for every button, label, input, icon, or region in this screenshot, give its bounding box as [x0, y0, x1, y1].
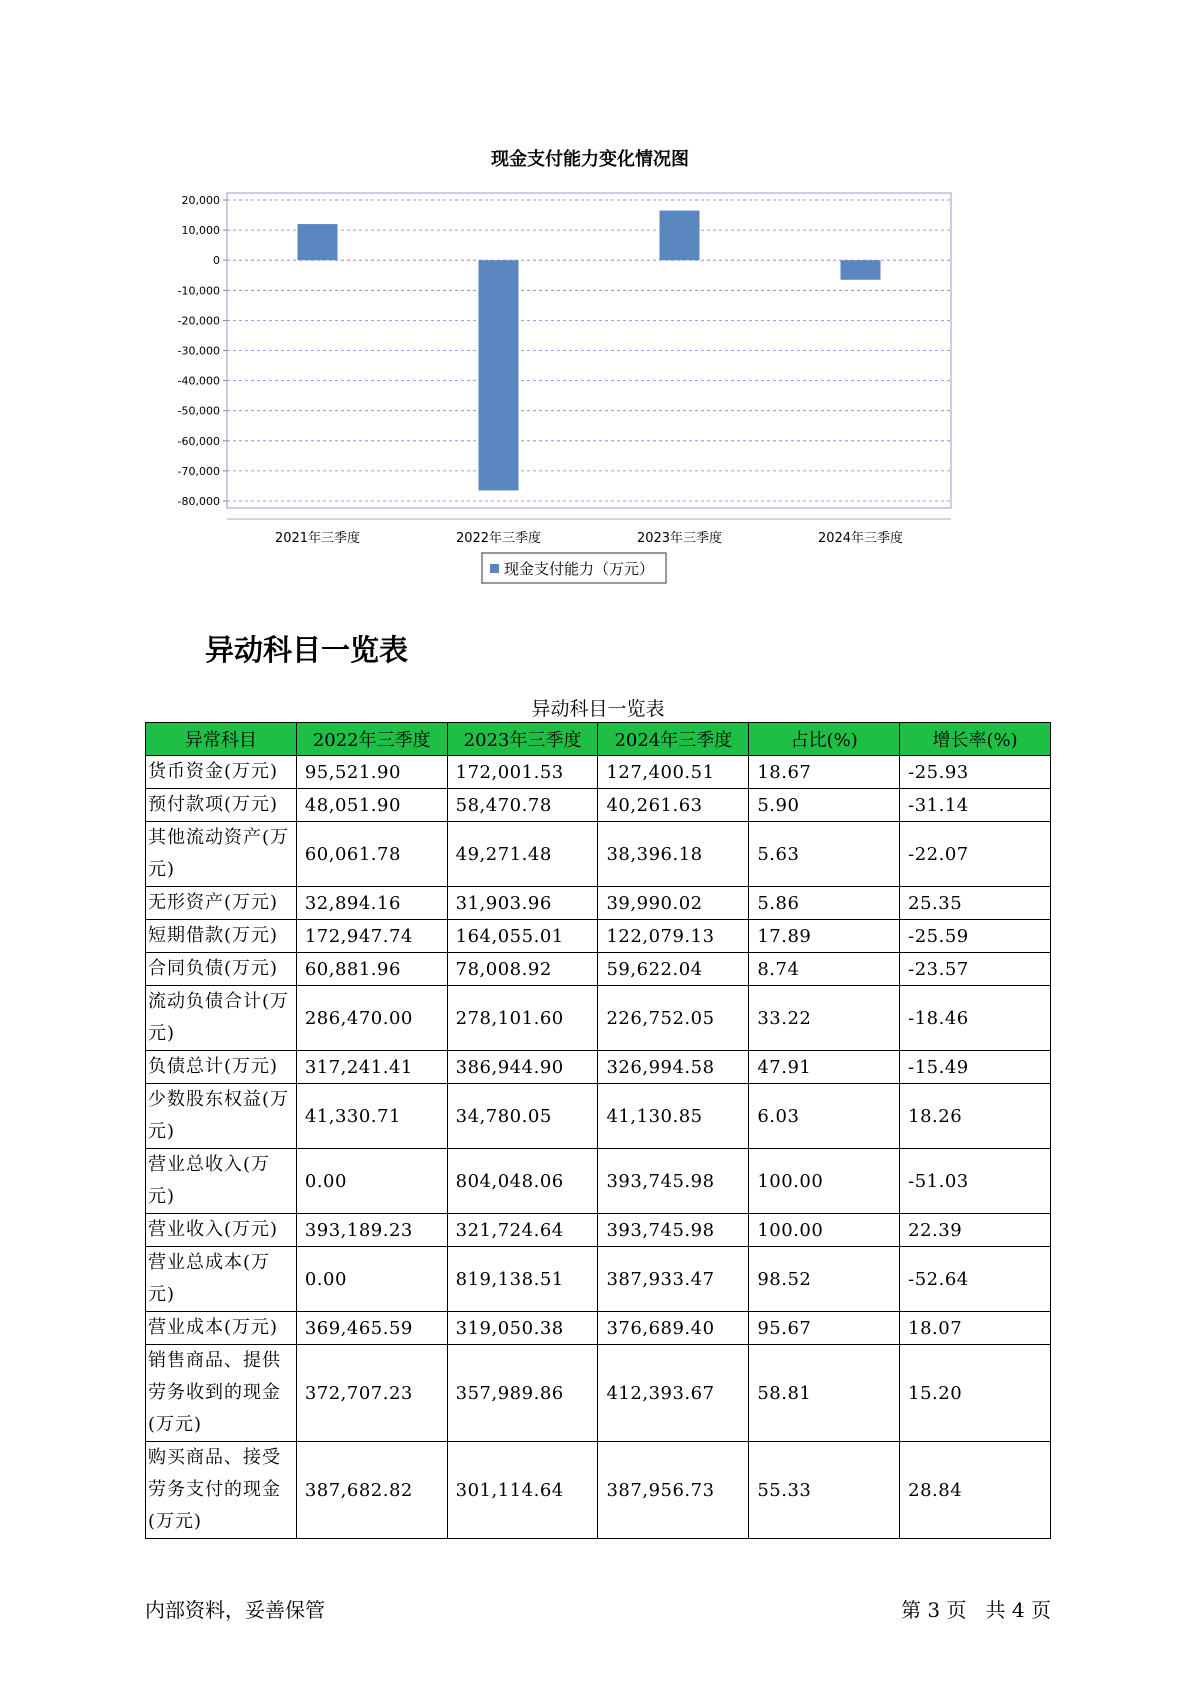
- value-2024: 412,393.67: [598, 1345, 749, 1442]
- value-2024: 226,752.05: [598, 986, 749, 1051]
- legend-label: 现金支付能力（万元）: [504, 560, 655, 578]
- header-ratio: 占比(%): [749, 723, 900, 756]
- table-row: [146, 1247, 1051, 1312]
- ratio-value: 5.63: [749, 822, 900, 887]
- table-row: [146, 789, 1051, 822]
- growth-value: -52.64: [900, 1247, 1051, 1312]
- value-2022: 286,470.00: [296, 986, 447, 1051]
- item-name: 无形资产(万元): [146, 887, 297, 920]
- ratio-value: 100.00: [749, 1149, 900, 1214]
- chart-title: 现金支付能力变化情况图: [491, 149, 689, 170]
- item-name: 销售商品、提供劳务收到的现金(万元): [146, 1345, 297, 1442]
- abnormal-items-table: [145, 722, 1051, 1539]
- y-tick-label: 0: [213, 254, 220, 268]
- value-2022: 387,682.82: [296, 1442, 447, 1539]
- item-name: 短期借款(万元): [146, 920, 297, 953]
- legend-swatch: [490, 564, 499, 573]
- value-2022: 41,330.71: [296, 1084, 447, 1149]
- ratio-value: 58.81: [749, 1345, 900, 1442]
- table-row: [146, 1084, 1051, 1149]
- table-body: [146, 756, 1051, 1539]
- growth-value: -22.07: [900, 822, 1051, 887]
- table-caption: 异动科目一览表: [531, 698, 665, 720]
- value-2023: 58,470.78: [447, 789, 598, 822]
- value-2024: 393,745.98: [598, 1214, 749, 1247]
- growth-value: -15.49: [900, 1051, 1051, 1084]
- y-tick-label: 10,000: [181, 224, 220, 238]
- header-2022: 2022年三季度: [296, 723, 447, 756]
- value-2023: 278,101.60: [447, 986, 598, 1051]
- value-2022: 317,241.41: [296, 1051, 447, 1084]
- y-tick-label: 20,000: [181, 194, 220, 207]
- value-2024: 387,956.73: [598, 1442, 749, 1539]
- table-row: [146, 1051, 1051, 1084]
- table-row: [146, 887, 1051, 920]
- bar-0: [298, 224, 338, 260]
- value-2024: 393,745.98: [598, 1149, 749, 1214]
- value-2023: 78,008.92: [447, 953, 598, 986]
- item-name: 负债总计(万元): [146, 1051, 297, 1084]
- table-row: [146, 953, 1051, 986]
- ratio-value: 55.33: [749, 1442, 900, 1539]
- value-2024: 326,994.58: [598, 1051, 749, 1084]
- value-2022: 32,894.16: [296, 887, 447, 920]
- ratio-value: 95.67: [749, 1312, 900, 1345]
- value-2022: 0.00: [296, 1247, 447, 1312]
- ratio-value: 47.91: [749, 1051, 900, 1084]
- item-name: 营业总成本(万元): [146, 1247, 297, 1312]
- table-row: [146, 1442, 1051, 1539]
- value-2023: 34,780.05: [447, 1084, 598, 1149]
- value-2023: 31,903.96: [447, 887, 598, 920]
- bar-3: [841, 260, 881, 280]
- item-name: 营业收入(万元): [146, 1214, 297, 1247]
- y-tick-label: -20,000: [177, 314, 220, 328]
- item-name: 货币资金(万元): [146, 756, 297, 789]
- value-2022: 393,189.23: [296, 1214, 447, 1247]
- ratio-value: 98.52: [749, 1247, 900, 1312]
- value-2023: 49,271.48: [447, 822, 598, 887]
- table-row: [146, 920, 1051, 953]
- ratio-value: 18.67: [749, 756, 900, 789]
- growth-value: 28.84: [900, 1442, 1051, 1539]
- value-2024: 127,400.51: [598, 756, 749, 789]
- value-2024: 122,079.13: [598, 920, 749, 953]
- x-axis-ticks: [275, 530, 903, 546]
- value-2024: 59,622.04: [598, 953, 749, 986]
- value-2023: 164,055.01: [447, 920, 598, 953]
- header-2023: 2023年三季度: [447, 723, 598, 756]
- section-title: 异动科目一览表: [205, 633, 409, 667]
- table-row: [146, 1149, 1051, 1214]
- value-2022: 372,707.23: [296, 1345, 447, 1442]
- value-2024: 38,396.18: [598, 822, 749, 887]
- ratio-value: 33.22: [749, 986, 900, 1051]
- table-row: [146, 986, 1051, 1051]
- footer-confidential-note: 内部资料，妥善保管: [145, 1598, 325, 1622]
- item-name: 预付款项(万元): [146, 789, 297, 822]
- value-2022: 48,051.90: [296, 789, 447, 822]
- y-tick-label: -40,000: [177, 374, 220, 388]
- growth-value: -51.03: [900, 1149, 1051, 1214]
- growth-value: -23.57: [900, 953, 1051, 986]
- x-tick-label: 2023年三季度: [636, 531, 723, 546]
- value-2023: 357,989.86: [447, 1345, 598, 1442]
- value-2024: 387,933.47: [598, 1247, 749, 1312]
- footer-page-number: 第 3 页 共 4 页: [901, 1598, 1051, 1622]
- item-name: 营业成本(万元): [146, 1312, 297, 1345]
- value-2022: 95,521.90: [296, 756, 447, 789]
- table-row: [146, 1345, 1051, 1442]
- legend: [482, 553, 666, 583]
- x-tick-label: 2021年三季度: [274, 531, 361, 546]
- value-2023: 301,114.64: [447, 1442, 598, 1539]
- header-growth: 增长率(%): [900, 723, 1051, 756]
- ratio-value: 5.90: [749, 789, 900, 822]
- table-row: [146, 822, 1051, 887]
- value-2024: 41,130.85: [598, 1084, 749, 1149]
- value-2024: 39,990.02: [598, 887, 749, 920]
- value-2022: 172,947.74: [296, 920, 447, 953]
- table-row: [146, 756, 1051, 789]
- growth-value: 18.26: [900, 1084, 1051, 1149]
- growth-value: 18.07: [900, 1312, 1051, 1345]
- value-2023: 386,944.90: [447, 1051, 598, 1084]
- x-tick-label: 2022年三季度: [455, 531, 542, 546]
- y-tick-label: -30,000: [177, 344, 220, 358]
- bar-1: [479, 260, 519, 490]
- growth-value: -18.46: [900, 986, 1051, 1051]
- value-2024: 376,689.40: [598, 1312, 749, 1345]
- item-name: 其他流动资产(万元): [146, 822, 297, 887]
- ratio-value: 17.89: [749, 920, 900, 953]
- value-2023: 319,050.38: [447, 1312, 598, 1345]
- item-name: 营业总收入(万元): [146, 1149, 297, 1214]
- cash-payment-chart: [140, 140, 1040, 600]
- item-name: 购买商品、接受劳务支付的现金(万元): [146, 1442, 297, 1539]
- growth-value: -25.93: [900, 756, 1051, 789]
- value-2022: 60,881.96: [296, 953, 447, 986]
- y-tick-label: -70,000: [177, 464, 220, 478]
- value-2023: 804,048.06: [447, 1149, 598, 1214]
- ratio-value: 5.86: [749, 887, 900, 920]
- growth-value: -25.59: [900, 920, 1051, 953]
- value-2023: 172,001.53: [447, 756, 598, 789]
- item-name: 流动负债合计(万元): [146, 986, 297, 1051]
- ratio-value: 100.00: [749, 1214, 900, 1247]
- y-tick-label: -50,000: [177, 404, 220, 418]
- value-2022: 369,465.59: [296, 1312, 447, 1345]
- value-2022: 0.00: [296, 1149, 447, 1214]
- growth-value: 22.39: [900, 1214, 1051, 1247]
- value-2022: 60,061.78: [296, 822, 447, 887]
- y-tick-label: -10,000: [177, 284, 220, 298]
- item-name: 合同负债(万元): [146, 953, 297, 986]
- header-item: 异常科目: [146, 723, 297, 756]
- ratio-value: 6.03: [749, 1084, 900, 1149]
- growth-value: 25.35: [900, 887, 1051, 920]
- table-header-row: [146, 723, 1051, 756]
- table-row: [146, 1214, 1051, 1247]
- value-2023: 321,724.64: [447, 1214, 598, 1247]
- ratio-value: 8.74: [749, 953, 900, 986]
- x-tick-label: 2024年三季度: [817, 531, 904, 546]
- y-tick-label: -80,000: [177, 495, 220, 508]
- growth-value: 15.20: [900, 1345, 1051, 1442]
- header-2024: 2024年三季度: [598, 723, 749, 756]
- chart-svg: [140, 140, 1040, 600]
- table-row: [146, 1312, 1051, 1345]
- growth-value: -31.14: [900, 789, 1051, 822]
- bar-2: [660, 211, 700, 261]
- item-name: 少数股东权益(万元): [146, 1084, 297, 1149]
- value-2023: 819,138.51: [447, 1247, 598, 1312]
- y-tick-label: -60,000: [177, 434, 220, 448]
- y-axis-ticks: [178, 194, 227, 508]
- value-2024: 40,261.63: [598, 789, 749, 822]
